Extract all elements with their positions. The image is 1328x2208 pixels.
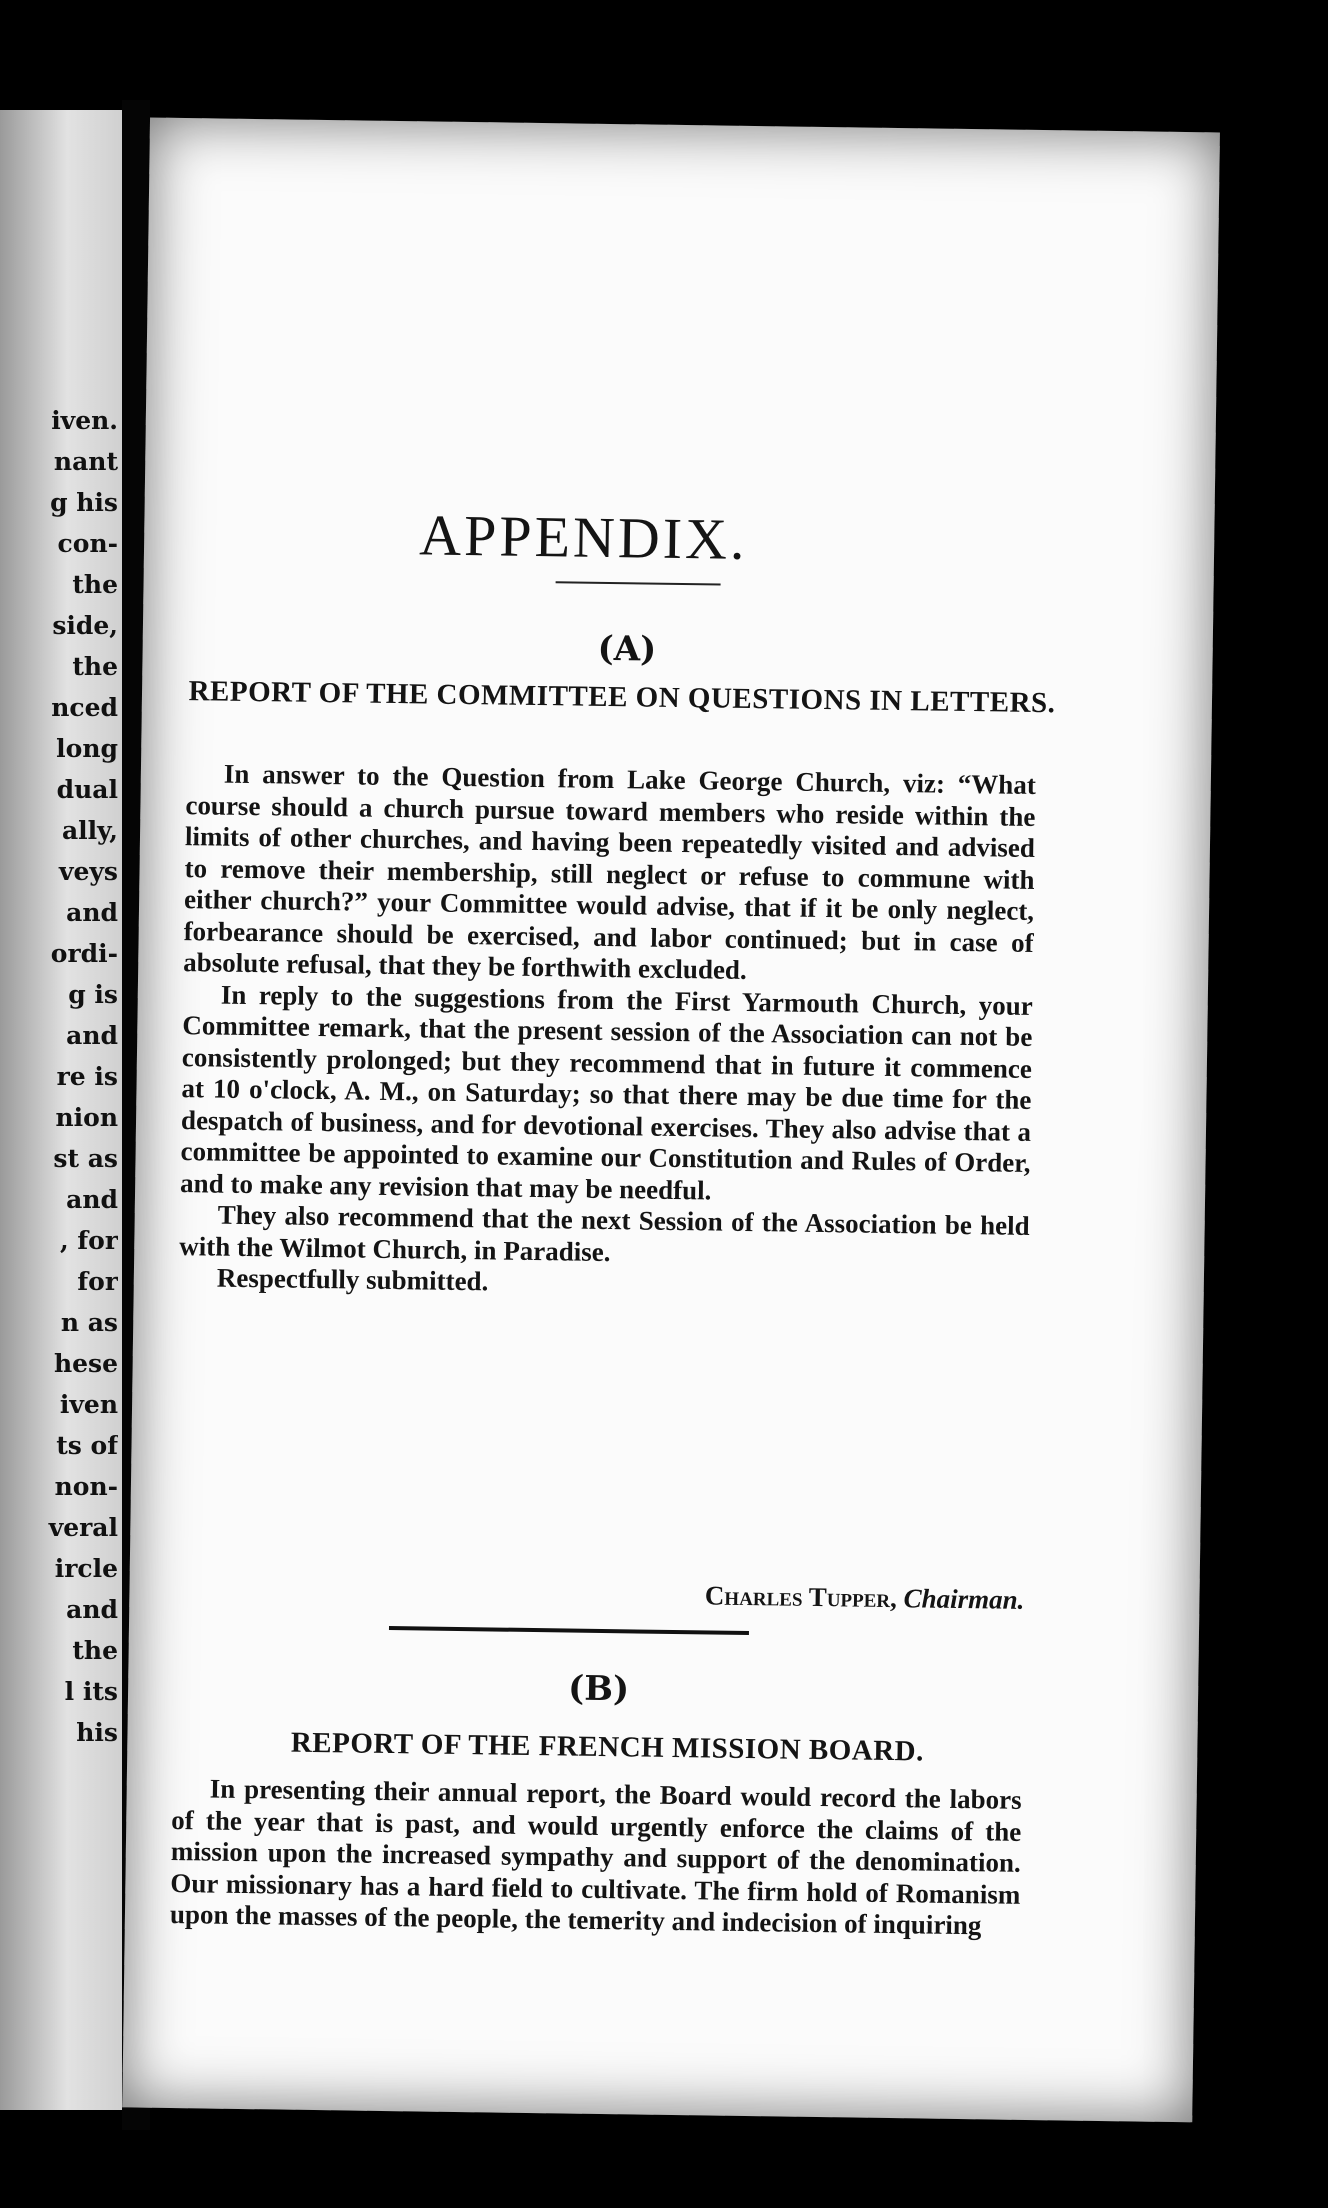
page-content xyxy=(169,118,1065,1941)
left-page-edge-word: , for xyxy=(59,1226,118,1255)
left-page-edge-word: the xyxy=(72,652,118,681)
left-page-edge-word: dual xyxy=(56,775,118,804)
section-a-label: (A) xyxy=(597,628,657,670)
left-page-edge-word: veys xyxy=(58,857,118,886)
section-a-paragraph-2: In reply to the suggestions from the First Yarmouth Church, your Committee remark, that the present session of the Association can not be consistently prolonged; but they recommend that in future it commence at 10 o'clock, A. M., on Saturday; so that there may be due time for the despatch of business, and for devotional exercises. They also advise that a committee be appointed to examine our Constitution and Rules of Order, and to make any revision that may be needful. xyxy=(179,979,1033,1205)
left-page-edge-word: n as xyxy=(60,1308,118,1337)
left-page-edge-word: st as xyxy=(53,1144,118,1173)
left-page-edge-word: the xyxy=(72,570,118,599)
left-page-edge-word: side, xyxy=(52,611,118,640)
left-page-edge-word: g is xyxy=(68,980,118,1009)
section-b-heading: REPORT OF THE FRENCH MISSION BOARD. xyxy=(290,1726,925,1768)
left-page-edge-word: iven xyxy=(59,1390,118,1419)
left-page-edge-word: the xyxy=(72,1636,118,1665)
signature xyxy=(705,1580,1025,1615)
left-page-edge-word: l its xyxy=(64,1677,118,1706)
section-separator-rule xyxy=(389,1626,749,1635)
section-a-paragraph-4: Respectfully submitted. xyxy=(216,1262,489,1297)
section-a-body xyxy=(179,758,1036,1305)
left-page-edge-word: re is xyxy=(56,1062,118,1091)
left-page-edge-word: ircle xyxy=(54,1554,118,1583)
signature-name: Charles Tupper, xyxy=(704,1580,898,1614)
section-b-body xyxy=(170,1773,1022,1942)
section-b-paragraph-1: In presenting their annual report, the Board would record the labors of the year that is past, and would urgently enforce the claims of the mission upon the increased sympathy and support of the denomination. Our missionary has a hard field to cultivate. The firm hold of Romanism upon the masses of the people, the temerity and indecision of inquiring xyxy=(169,1773,1022,1941)
left-page-edge-text xyxy=(18,400,118,1753)
left-page-edge-word: ordi- xyxy=(50,939,118,968)
section-a-heading: REPORT OF THE COMMITTEE ON QUESTIONS IN LETTERS. xyxy=(188,675,1056,720)
left-page-edge-word: ally, xyxy=(61,816,118,845)
left-page-edge-word: and xyxy=(66,898,118,927)
left-page-edge-word: veral xyxy=(48,1513,118,1542)
left-page-edge-word: non- xyxy=(54,1472,118,1501)
left-facing-page xyxy=(0,110,122,2110)
left-page-edge-word: g his xyxy=(50,488,118,517)
signature-role: Chairman. xyxy=(903,1583,1025,1615)
left-page-edge-word: and xyxy=(66,1595,118,1624)
left-page-edge-word: for xyxy=(77,1267,118,1296)
left-page-edge-word: nant xyxy=(53,447,118,476)
left-page-edge-word: iven. xyxy=(51,406,118,435)
section-a-paragraph-3: They also recommend that the next Session of the Association be held with the Wilmot Church, in Paradise. xyxy=(179,1199,1030,1267)
book-page xyxy=(122,118,1220,2123)
left-page-edge-word: hese xyxy=(53,1349,118,1378)
left-page-edge-word: ts of xyxy=(56,1431,118,1460)
left-page-edge-word: nced xyxy=(51,693,118,722)
left-page-edge-word: nion xyxy=(55,1103,118,1132)
left-page-edge-word: con- xyxy=(57,529,118,558)
section-b-label: (B) xyxy=(567,1668,630,1710)
section-a-paragraph-1: In answer to the Question from Lake George Church, viz: “What course should a church pursue toward members who reside within the limits of other churches, and having been repeatedly visited and advised to remove their membership, still neglect or refuse to commune with either church?” your Committee would advise, that if it be only neglect, forbearance should be exercised, and labor continued; but in case of absolute refusal, that they be forthwith excluded. xyxy=(183,758,1037,985)
page-title: APPENDIX. xyxy=(418,502,748,572)
left-page-edge-word: his xyxy=(76,1718,118,1747)
left-page-edge-word: and xyxy=(66,1185,118,1214)
title-rule xyxy=(556,581,721,585)
left-page-edge-word: and xyxy=(66,1021,118,1050)
left-page-edge-word: long xyxy=(56,734,118,763)
